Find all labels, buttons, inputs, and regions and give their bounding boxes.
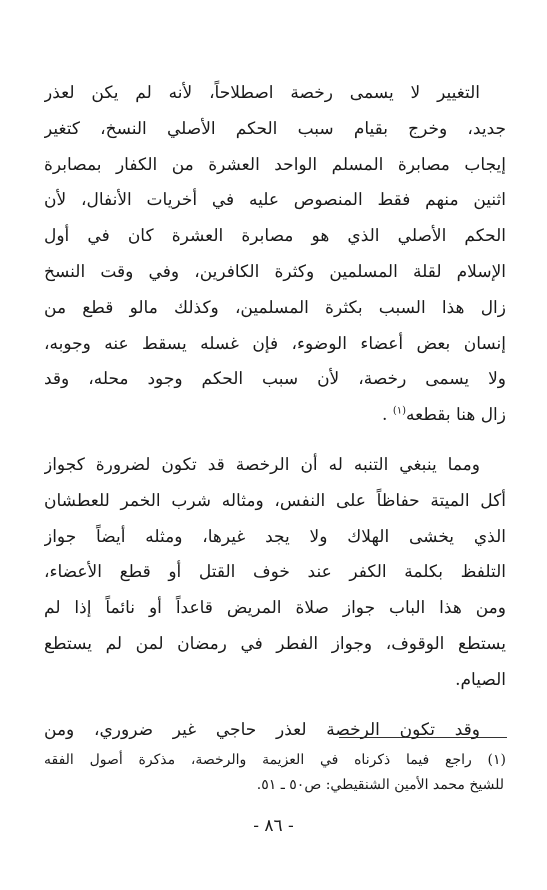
text-line: جديد، وخرج بقيام سبب الحكم الأصلي النسخ، كتغير [44, 118, 506, 139]
paragraph-1 [44, 76, 506, 434]
text-line: إيجاب مصابرة المسلم الواحد العشرة من الكفار بمصابرة [44, 154, 506, 175]
text-line: الحكم الأصلي الذي هو مصابرة العشرة كان في أول [44, 226, 506, 247]
text-line: الصيام. [455, 669, 506, 690]
text-line: زال هذا السبب بكثرة المسلمين، وكذلك مالو قطع من [44, 297, 506, 318]
text-line: إنسان بعض أعضاء الوضوء، فإن غسله يسقط عنه وجوبه، [44, 333, 506, 354]
paragraph-3 [44, 713, 506, 749]
text-line: التلفظ بكلمة الكفر عند خوف القتل أو قطع الأعضاء، [44, 562, 506, 583]
text-line: ولا يسمى رخصة، لأن سبب الحكم وجود محله، وقد [44, 369, 506, 390]
text-line-content: زال هنا بقطعه [406, 405, 506, 426]
text-line: اثنين منهم فقط المنصوص عليه في أخريات الأنفال، لأن [44, 190, 506, 211]
footnote-divider [339, 737, 507, 738]
footnote-line: للشيخ محمد الأمين الشنقيطي: ص٥٠ ـ ٥١. [256, 777, 504, 793]
text-line: ومن هذا الباب جواز صلاة المريض قاعداً أو نائماً إذا لم [44, 598, 506, 619]
paragraph-2 [44, 448, 506, 699]
footnote-line: (١) راجع فيما ذكرناه في العزيمة والرخصة، مذكرة أصول الفقه [44, 752, 506, 768]
text-line: الذي يخشى الهلاك ولا يجد غيرها، ومثله أيضاً جواز [44, 526, 506, 547]
footnotes [44, 748, 506, 798]
footnote-marker[interactable]: (١) [392, 405, 407, 417]
page-number: - ٨٦ - [253, 816, 294, 836]
text-line: ومما ينبغي التنبه له أن الرخصة قد تكون لضرورة كجواز [44, 454, 480, 475]
text-line: وقد تكون الرخصة لعذر حاجي غير ضروري، ومن [44, 719, 480, 740]
text-line: أكل الميتة حفاظاً على النفس، ومثاله شرب الخمر للعطشان [44, 490, 506, 511]
text-line: الإسلام لقلة المسلمين وكثرة الكافرين، وفي وقت النسخ [44, 261, 506, 282]
text-line-with-footnote [44, 398, 506, 434]
text-line: التغيير لا يسمى رخصة اصطلاحاً، لأنه لم يكن لعذر [44, 83, 480, 103]
text-line: يستطع الوقوف، وجواز الفطر في رمضان لمن لم يستطع [44, 633, 506, 654]
sentence-end: . [382, 405, 393, 426]
main-text [44, 76, 506, 748]
